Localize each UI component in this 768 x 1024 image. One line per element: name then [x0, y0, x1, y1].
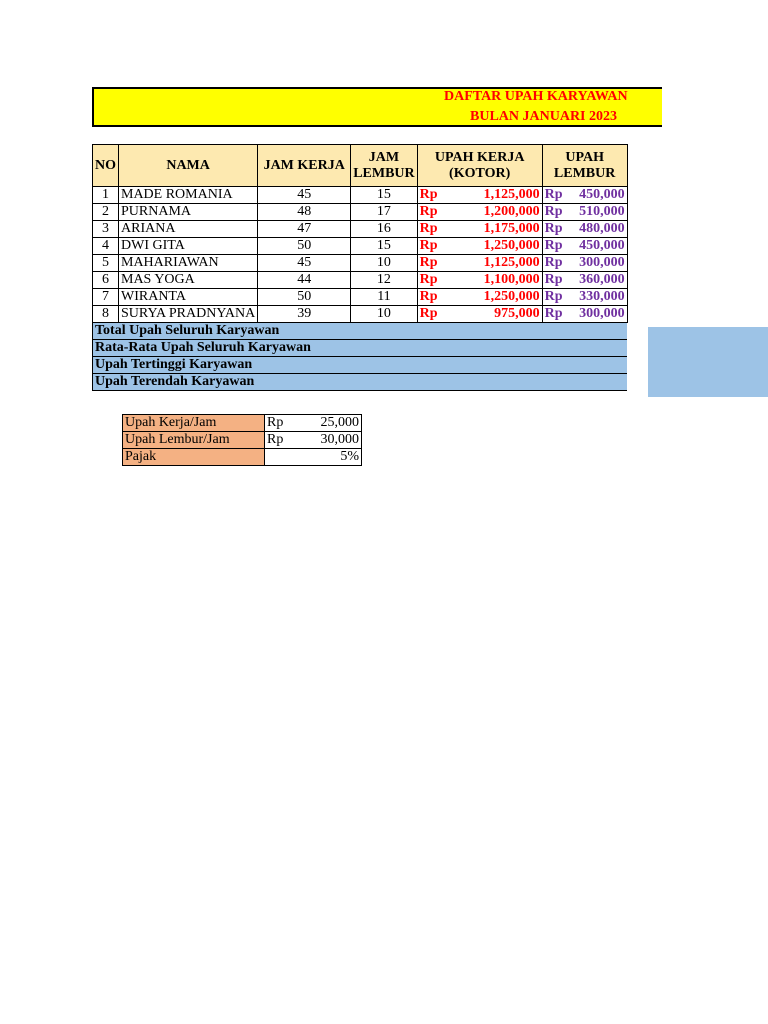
cell-jam-lembur[interactable]: 12 — [351, 272, 417, 289]
summary-row-highest — [93, 357, 628, 374]
param-row-upah-kerja — [123, 415, 362, 432]
cell-nama[interactable]: SURYA PRADNYANA — [119, 306, 258, 323]
cell-jam-kerja[interactable]: 50 — [258, 289, 351, 306]
upah-kerja-value: 1,200,000 — [483, 204, 540, 219]
upah-kerja-value: 1,175,000 — [483, 221, 540, 236]
param-currency: Rp — [267, 432, 284, 447]
header-upah-lembur[interactable] — [542, 145, 627, 187]
cell-jam-lembur[interactable]: 10 — [351, 255, 417, 272]
cell-jam-lembur[interactable]: 15 — [351, 187, 417, 204]
currency-label: Rp — [544, 272, 563, 287]
cell-jam-kerja[interactable]: 39 — [258, 306, 351, 323]
table-row — [93, 272, 628, 289]
cell-upah-kerja[interactable] — [417, 272, 542, 289]
cell-nama[interactable]: MADE ROMANIA — [119, 187, 258, 204]
currency-label: Rp — [544, 255, 563, 270]
currency-label: Rp — [544, 238, 563, 253]
cell-jam-kerja[interactable]: 45 — [258, 187, 351, 204]
cell-upah-lembur[interactable] — [542, 255, 627, 272]
upah-kerja-value: 1,125,000 — [483, 255, 540, 270]
upah-lembur-value: 300,000 — [579, 255, 625, 270]
cell-nama[interactable]: WIRANTA — [119, 289, 258, 306]
cell-upah-kerja[interactable] — [417, 221, 542, 238]
cell-upah-lembur[interactable] — [542, 306, 627, 323]
upah-lembur-value: 360,000 — [579, 272, 625, 287]
param-value: 30,000 — [320, 432, 359, 447]
cell-jam-kerja[interactable]: 50 — [258, 238, 351, 255]
cell-upah-lembur[interactable] — [542, 238, 627, 255]
cell-no[interactable]: 3 — [93, 221, 119, 238]
cell-nama[interactable]: DWI GITA — [119, 238, 258, 255]
rate-parameters-table — [122, 414, 362, 466]
cell-nama[interactable]: MAS YOGA — [119, 272, 258, 289]
cell-upah-lembur[interactable] — [542, 204, 627, 221]
cell-jam-lembur[interactable]: 16 — [351, 221, 417, 238]
summary-fill-extension — [648, 327, 768, 397]
currency-label: Rp — [419, 221, 438, 236]
cell-nama[interactable]: ARIANA — [119, 221, 258, 238]
header-jam-lembur-line1: JAM — [368, 149, 400, 165]
currency-label: Rp — [419, 289, 438, 304]
cell-upah-kerja[interactable] — [417, 306, 542, 323]
summary-row-total — [93, 323, 628, 340]
param-value-cell[interactable] — [265, 449, 362, 466]
header-upah-lembur-line2: LEMBUR — [553, 165, 616, 181]
cell-jam-kerja[interactable]: 47 — [258, 221, 351, 238]
currency-label: Rp — [419, 272, 438, 287]
summary-row-average — [93, 340, 628, 357]
header-nama[interactable]: NAMA — [119, 145, 258, 187]
upah-lembur-value: 300,000 — [579, 306, 625, 321]
upah-kerja-value: 1,100,000 — [483, 272, 540, 287]
upah-lembur-value: 510,000 — [579, 204, 625, 219]
title-line-1: DAFTAR UPAH KARYAWAN — [444, 89, 628, 104]
cell-jam-kerja[interactable]: 44 — [258, 272, 351, 289]
cell-nama[interactable]: PURNAMA — [119, 204, 258, 221]
cell-upah-kerja[interactable] — [417, 204, 542, 221]
table-row — [93, 238, 628, 255]
cell-no[interactable]: 5 — [93, 255, 119, 272]
currency-label: Rp — [544, 187, 563, 202]
cell-no[interactable]: 7 — [93, 289, 119, 306]
cell-no[interactable]: 4 — [93, 238, 119, 255]
wage-table — [92, 144, 628, 391]
table-row — [93, 306, 628, 323]
cell-upah-kerja[interactable] — [417, 187, 542, 204]
cell-upah-lembur[interactable] — [542, 272, 627, 289]
cell-nama[interactable]: MAHARIAWAN — [119, 255, 258, 272]
table-row — [93, 204, 628, 221]
param-row-pajak — [123, 449, 362, 466]
header-upah-kerja[interactable] — [417, 145, 542, 187]
currency-label: Rp — [419, 187, 438, 202]
summary-lowest-label[interactable]: Upah Terendah Karyawan — [93, 374, 628, 391]
cell-jam-kerja[interactable]: 45 — [258, 255, 351, 272]
cell-upah-kerja[interactable] — [417, 255, 542, 272]
cell-upah-lembur[interactable] — [542, 289, 627, 306]
param-value-cell[interactable] — [265, 415, 362, 432]
currency-label: Rp — [419, 255, 438, 270]
upah-kerja-value: 1,250,000 — [483, 238, 540, 253]
cell-no[interactable]: 8 — [93, 306, 119, 323]
upah-kerja-value: 1,250,000 — [483, 289, 540, 304]
param-label[interactable]: Upah Lembur/Jam — [123, 432, 265, 449]
title-line-2: BULAN JANUARI 2023 — [470, 109, 618, 124]
table-row — [93, 255, 628, 272]
cell-jam-lembur[interactable]: 11 — [351, 289, 417, 306]
cell-jam-kerja[interactable]: 48 — [258, 204, 351, 221]
upah-lembur-value: 450,000 — [579, 187, 625, 202]
cell-no[interactable]: 1 — [93, 187, 119, 204]
currency-label: Rp — [544, 221, 563, 236]
upah-lembur-value: 480,000 — [579, 221, 625, 236]
param-currency: Rp — [267, 415, 284, 430]
summary-total-label[interactable]: Total Upah Seluruh Karyawan — [93, 323, 628, 340]
cell-jam-lembur[interactable]: 17 — [351, 204, 417, 221]
summary-average-label[interactable]: Rata-Rata Upah Seluruh Karyawan — [93, 340, 628, 357]
cell-upah-kerja[interactable] — [417, 238, 542, 255]
header-jam-lembur[interactable] — [351, 145, 417, 187]
cell-upah-lembur[interactable] — [542, 221, 627, 238]
cell-upah-lembur[interactable] — [542, 187, 627, 204]
header-row — [93, 145, 628, 187]
param-value-cell[interactable] — [265, 432, 362, 449]
table-row — [93, 187, 628, 204]
header-upah-kerja-line1: UPAH KERJA — [434, 149, 525, 165]
cell-jam-lembur[interactable]: 15 — [351, 238, 417, 255]
currency-label: Rp — [544, 289, 563, 304]
cell-upah-kerja[interactable] — [417, 289, 542, 306]
cell-jam-lembur[interactable]: 10 — [351, 306, 417, 323]
param-row-upah-lembur — [123, 432, 362, 449]
upah-kerja-value: 1,125,000 — [483, 187, 540, 202]
param-label[interactable]: Upah Kerja/Jam — [123, 415, 265, 432]
currency-label: Rp — [419, 204, 438, 219]
table-row — [93, 221, 628, 238]
header-jam-kerja[interactable]: JAM KERJA — [258, 145, 351, 187]
currency-label: Rp — [419, 306, 438, 321]
upah-kerja-value: 975,000 — [494, 306, 540, 321]
header-no[interactable]: NO — [93, 145, 119, 187]
currency-label: Rp — [544, 204, 563, 219]
upah-lembur-value: 330,000 — [579, 289, 625, 304]
cell-no[interactable]: 2 — [93, 204, 119, 221]
header-upah-kerja-line2: (KOTOR) — [449, 165, 511, 181]
param-value: 25,000 — [320, 415, 359, 430]
currency-label: Rp — [419, 238, 438, 253]
upah-lembur-value: 450,000 — [579, 238, 625, 253]
summary-row-lowest — [93, 374, 628, 391]
param-label[interactable]: Pajak — [123, 449, 265, 466]
param-value: 5% — [340, 449, 359, 464]
header-upah-lembur-line1: UPAH — [565, 149, 604, 165]
header-jam-lembur-line2: LEMBUR — [353, 165, 415, 181]
summary-highest-label[interactable]: Upah Tertinggi Karyawan — [93, 357, 628, 374]
cell-no[interactable]: 6 — [93, 272, 119, 289]
table-row — [93, 289, 628, 306]
currency-label: Rp — [544, 306, 563, 321]
